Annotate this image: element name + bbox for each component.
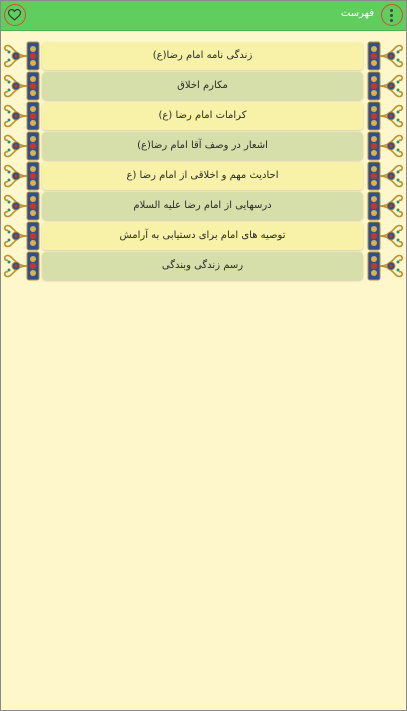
favorites-button[interactable] xyxy=(4,4,26,26)
ornament-right-icon xyxy=(366,41,406,71)
list-item xyxy=(1,191,406,221)
ornament-right-icon xyxy=(366,131,406,161)
ornament-left-icon xyxy=(1,41,41,71)
ornament-right-icon xyxy=(366,101,406,131)
menu-item-button[interactable]: اشعار در وصف آقا امام رضا(ع) xyxy=(42,132,363,160)
ornament-left-icon xyxy=(1,101,41,131)
menu-item-button[interactable]: درسهایی از امام رضا علیه السلام xyxy=(42,192,363,220)
ornament-left-icon xyxy=(1,161,41,191)
list-item xyxy=(1,221,406,251)
list-item xyxy=(1,251,406,281)
list-item xyxy=(1,41,406,71)
menu-item-button[interactable]: رسم زندگی وبندگی xyxy=(42,252,363,280)
menu-item-button[interactable]: کرامات امام رضا (ع) xyxy=(42,102,363,130)
ornament-left-icon xyxy=(1,71,41,101)
vertical-dots-icon xyxy=(390,9,393,24)
ornament-right-icon xyxy=(366,191,406,221)
app-bar xyxy=(1,1,406,31)
ornament-right-icon xyxy=(366,71,406,101)
heart-icon xyxy=(8,9,21,21)
list-item xyxy=(1,101,406,131)
ornament-right-icon xyxy=(366,161,406,191)
overflow-menu-button[interactable] xyxy=(381,4,403,26)
ornament-right-icon xyxy=(366,221,406,251)
list-item xyxy=(1,161,406,191)
menu-item-button[interactable]: زندگی نامه امام رضا(ع) xyxy=(42,42,363,70)
menu-list xyxy=(1,41,406,281)
list-item xyxy=(1,131,406,161)
page-title: فهرست xyxy=(340,8,374,19)
ornament-left-icon xyxy=(1,221,41,251)
ornament-right-icon xyxy=(366,251,406,281)
ornament-left-icon xyxy=(1,191,41,221)
menu-item-button[interactable]: مکارم اخلاق xyxy=(42,72,363,100)
list-item xyxy=(1,71,406,101)
ornament-left-icon xyxy=(1,251,41,281)
ornament-left-icon xyxy=(1,131,41,161)
menu-item-button[interactable]: احادیث مهم و اخلاقی از امام رضا (ع xyxy=(42,162,363,190)
menu-item-button[interactable]: توصیه های امام برای دستیابی به آرامش xyxy=(42,222,363,250)
